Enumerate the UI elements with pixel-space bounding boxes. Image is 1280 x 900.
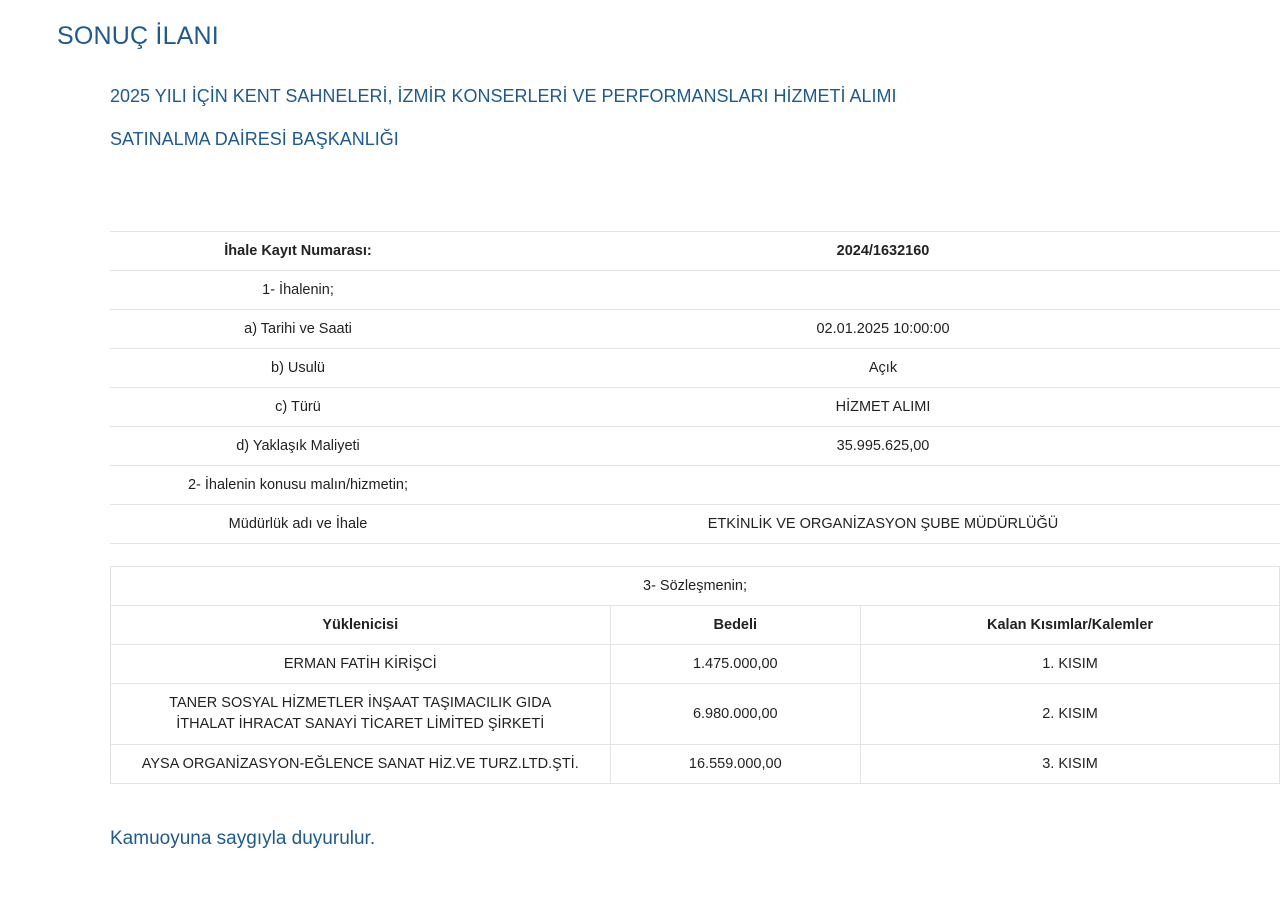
contractor-cell: TANER SOSYAL HİZMETLER İNŞAAT TAŞIMACILIK GIDA İTHALAT İHRACAT SANAYİ TİCARET LİMİTED ŞİRKETİ bbox=[111, 684, 611, 745]
date-value: 02.01.2025 10:00:00 bbox=[486, 310, 1280, 349]
section1-row bbox=[110, 271, 1280, 310]
cost-label: d) Yaklaşık Maliyeti bbox=[110, 427, 486, 466]
contractor-cell: ERMAN FATİH KİRİŞCİ bbox=[111, 645, 611, 684]
directorate-value: ETKİNLİK VE ORGANİZASYON ŞUBE MÜDÜRLÜĞÜ bbox=[486, 505, 1280, 544]
closing-note: Kamuoyuna saygıyla duyurulur. bbox=[110, 828, 376, 849]
registry-label: İhale Kayıt Numarası: bbox=[110, 232, 486, 271]
date-label: a) Tarihi ve Saati bbox=[110, 310, 486, 349]
lot-cell: 3. KISIM bbox=[861, 745, 1280, 784]
type-label: c) Türü bbox=[110, 388, 486, 427]
type-value: HİZMET ALIMI bbox=[486, 388, 1280, 427]
section1-label: 1- İhalenin; bbox=[110, 271, 486, 310]
lot-cell: 2. KISIM bbox=[861, 684, 1280, 745]
section2-row bbox=[110, 466, 1280, 505]
department-heading: SATINALMA DAİRESİ BAŞKANLIĞI bbox=[110, 129, 399, 149]
contract-table bbox=[110, 566, 1280, 784]
contract-caption: 3- Sözleşmenin; bbox=[111, 567, 1280, 606]
cost-row bbox=[110, 427, 1280, 466]
amount-cell: 1.475.000,00 bbox=[610, 645, 861, 684]
amount-header: Bedeli bbox=[610, 606, 861, 645]
contract-header-row bbox=[111, 606, 1280, 645]
cost-value: 35.995.625,00 bbox=[486, 427, 1280, 466]
date-row bbox=[110, 310, 1280, 349]
lot-cell: 1. KISIM bbox=[861, 645, 1280, 684]
section1-value bbox=[486, 271, 1280, 310]
table-row bbox=[111, 745, 1280, 784]
tender-info-table bbox=[110, 231, 1280, 544]
page-title: SONUÇ İLANI bbox=[57, 22, 219, 50]
lots-header: Kalan Kısımlar/Kalemler bbox=[861, 606, 1280, 645]
directorate-label: Müdürlük adı ve İhale bbox=[110, 505, 486, 544]
table-row bbox=[111, 684, 1280, 745]
section2-label: 2- İhalenin konusu malın/hizmetin; bbox=[110, 466, 486, 505]
method-label: b) Usulü bbox=[110, 349, 486, 388]
tender-subject-heading: 2025 YILI İÇİN KENT SAHNELERİ, İZMİR KONSERLERİ VE PERFORMANSLARI HİZMETİ ALIMI bbox=[110, 86, 897, 106]
contractor-header: Yüklenicisi bbox=[111, 606, 611, 645]
type-row bbox=[110, 388, 1280, 427]
registry-value: 2024/1632160 bbox=[486, 232, 1280, 271]
directorate-row bbox=[110, 505, 1280, 544]
section2-value bbox=[486, 466, 1280, 505]
registry-row bbox=[110, 232, 1280, 271]
amount-cell: 6.980.000,00 bbox=[610, 684, 861, 745]
contractor-cell: AYSA ORGANİZASYON-EĞLENCE SANAT HİZ.VE TURZ.LTD.ŞTİ. bbox=[111, 745, 611, 784]
contract-caption-row bbox=[111, 567, 1280, 606]
method-value: Açık bbox=[486, 349, 1280, 388]
method-row bbox=[110, 349, 1280, 388]
amount-cell: 16.559.000,00 bbox=[610, 745, 861, 784]
table-row bbox=[111, 645, 1280, 684]
